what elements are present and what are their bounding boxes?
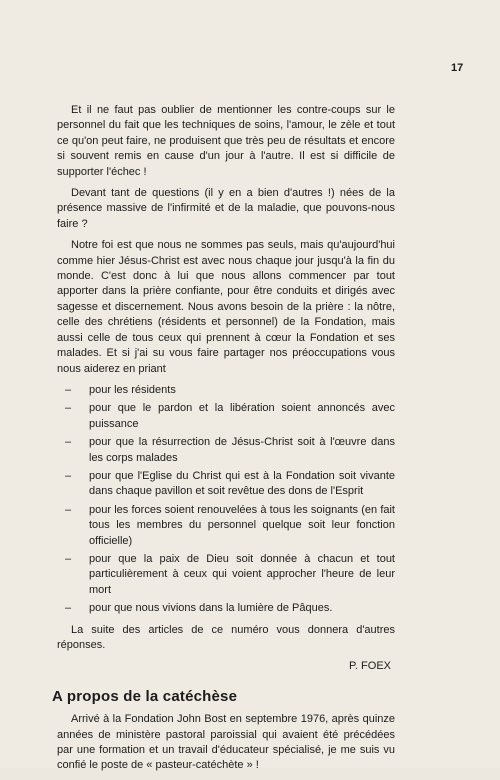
paragraph: Et il ne faut pas oublier de mentionner les contre-coups sur le personnel du fait que les techniques de soins, l'amour, le zèle et tout ce qu'on peut faire, ne produisent que très peu de résultats et encore si souvent remis en cause d'un jour à l'autre. Il est si difficile de supporter l'échec ! [57,104,395,178]
closing-paragraph: La suite des articles de ce numéro vous donnera d'autres réponses. [57,623,395,651]
prayer-item-text: pour les résidents [89,383,176,396]
prayer-item-text: pour que nous vivions dans la lumière de Pâques. [89,602,333,615]
dash-bullet: – [65,383,72,396]
prayer-item-text: pour que le pardon et la libération soient annoncés avec puissance [89,402,395,430]
prayer-item [57,503,395,549]
prayer-item [57,469,395,500]
prayer-list [57,383,395,617]
prayer-item-text: pour que la paix de Dieu soit donnée à chacun et tout particulièrement à ceux qui voient approcher l'heure de leur mort [89,552,395,596]
article-body [52,103,395,780]
section-paragraph: Arrivé à la Fondation John Bost en septembre 1976, après quinze années de ministère pastoral paroissial qui avaient été précédées par une formation et un travail d'éducateur spécialisé, je me suis vu confié le poste de « pasteur-catéchète » ! [57,713,395,772]
prayer-item-text: pour les forces soient renouvelées à tous les soignants (en fait tous les membres du personnel quelque soit leur fonction officielle) [89,503,395,547]
page-number: 17 [451,62,464,74]
prayer-item [57,601,395,616]
prayer-item [57,435,395,466]
section-title: A propos de la catéchèse [52,687,238,705]
dash-bullet: – [65,469,72,482]
signature: P. FOEX [349,660,391,673]
dash-bullet: – [65,402,72,415]
prayer-item [57,401,395,432]
paragraph: Devant tant de questions (il y en a bien d'autres !) nées de la présence massive de l'infirmité et de la maladie, que pouvons-nous faire ? [57,187,395,230]
prayer-item [57,552,395,598]
paragraph: Notre foi est que nous ne sommes pas seuls, mais qu'aujourd'hui comme hier Jésus-Christ est avec nous chaque jour jusqu'à la fin du monde. C'est donc à lui que nous allons commencer par tout apporter dans la prière confiante, pour être conduits et dirigés avec sagesse et discernement. Nous avons besoin de la prière : la nôtre, celle des chrétiens (résidents et personnel) de la Fondation, mais aussi celle de tous ceux qui prennent à cœur la Fondation et ses malades. Et si j'ai su vous faire partager nos préoccupations vous nous aiderez en priant [57,239,395,375]
dash-bullet: – [65,602,72,615]
prayer-item-text: pour que la résurrection de Jésus-Christ soit à l'œuvre dans les corps malades [89,436,395,464]
dash-bullet: – [65,552,72,565]
prayer-item [57,383,395,398]
prayer-item-text: pour que l'Eglise du Christ qui est à la Fondation soit vivante dans chaque pavillon et soit revêtue des dons de l'Esprit [89,469,395,498]
dash-bullet: – [65,436,72,449]
dash-bullet: – [65,503,72,516]
